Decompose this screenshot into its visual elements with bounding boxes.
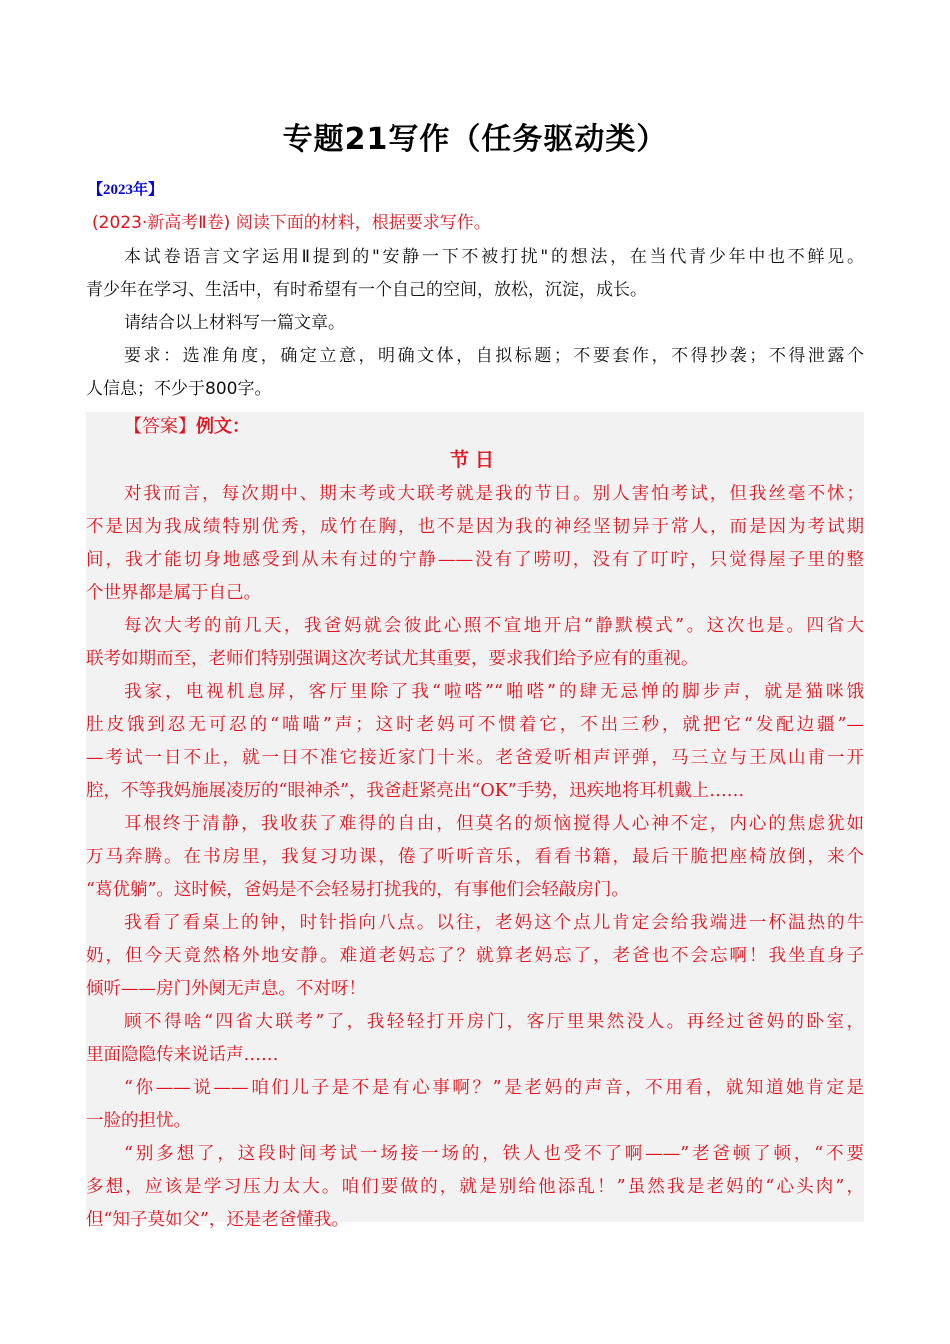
paragraph-line: 耳根终于清静，我收获了难得的自由，但莫名的烦恼搅得人心神不定，内心的焦虑犹如 (124, 814, 864, 834)
paragraph-line: 我看了看桌上的钟，时针指向八点。以往，老妈这个点儿肯定会给我端进一杯温热的牛 (124, 913, 864, 933)
essay-title: 节日 (449, 449, 500, 471)
example-label: 例文： (196, 416, 250, 437)
paragraph-line: 间，我才能切身地感受到从未有过的宁静——没有了唠叨，没有了叮咛，只觉得屋子里的整 (86, 550, 864, 570)
paragraph-line: 肚皮饿到忍无可忍的“喵喵”声；这时老妈可不惯着它，不出三秒，就把它“发配边疆”— (86, 715, 864, 735)
paragraph-line: 万马奔腾。在书房里，我复习功课，倦了听听音乐，看看书籍，最后干脆把座椅放倒，来个 (86, 847, 864, 867)
essay-body (86, 478, 864, 1237)
answer-heading (86, 412, 864, 442)
paragraph-line: 一脸的担忧。 (86, 1111, 191, 1131)
writing-prompt (86, 241, 864, 406)
paragraph-line: 每次大考的前几天，我爸妈就会彼此心照不宣地开启“静默模式”。这次也是。四省大 (124, 616, 864, 636)
paragraph-line: 但“知子莫如父”，还是老爸懂我。 (86, 1210, 349, 1230)
paragraph-line: 不是因为我成绩特别优秀，成竹在胸，也不是因为我的神经坚韧异于常人，而是因为考试期 (86, 517, 864, 537)
paragraph-line: 个世界都是属于自己。 (86, 583, 261, 603)
paragraph-line: 青少年在学习、生活中，有时希望有一个自己的空间，放松，沉淀，成长。 (86, 280, 647, 300)
paragraph-line: 多想，应该是学习压力太大。咱们要做的，就是别给他添乱！”虽然我是老妈的“心头肉”， (86, 1177, 864, 1197)
year-tag: 【2023年】 (88, 182, 164, 198)
paragraph-line: “别多想了，这段时间考试一场接一场的，铁人也受不了啊——”老爸顿了顿，“不要 (124, 1144, 864, 1164)
page-title: 专题21写作（任务驱动类） (282, 122, 668, 157)
paragraph-line: 我家，电视机息屏，客厅里除了我“啦嗒”“啪嗒”的肆无忌惮的脚步声，就是猫咪饿 (124, 682, 864, 702)
paragraph-line: “葛优躺”。这时候，爸妈是不会轻易打扰我的，有事他们会轻敲房门。 (86, 880, 629, 900)
paragraph-line: 联考如期而至，老师们特别强调这次考试尤其重要，要求我们给予应有的重视。 (86, 649, 699, 669)
answer-section (86, 412, 864, 1230)
answer-label: 【答案】 (124, 416, 196, 437)
paragraph-line: 奶，但今天竟然格外地安静。难道老妈忘了？就算老妈忘了，老爸也不会忘啊！我坐直身子 (86, 946, 864, 966)
paragraph-line: 要求：选准角度，确定立意，明确文体，自拟标题；不要套作，不得抄袭；不得泄露个 (124, 346, 864, 366)
paragraph-line: 人信息；不少于800字。 (86, 379, 272, 399)
question-source: (2023·新高考Ⅱ卷) 阅读下面的材料，根据要求写作。 (92, 213, 491, 233)
paragraph-line: 本试卷语言文字运用Ⅱ提到的"安静一下不被打扰"的想法，在当代青少年中也不鲜见。 (124, 247, 864, 267)
paragraph-line: 里面隐隐传来说话声…… (86, 1045, 279, 1065)
paragraph-line: 请结合以上材料写一篇文章。 (124, 313, 345, 333)
paragraph-line: 顾不得啥“四省大联考”了，我轻轻打开房门，客厅里果然没人。再经过爸妈的卧室， (124, 1012, 864, 1032)
paragraph-line: —考试一日不止，就一日不准它接近家门十米。老爸爱听相声评弹，马三立与王凤山甫一开 (86, 748, 864, 768)
paragraph-line: 倾听——房门外阒无声息。不对呀！ (86, 979, 366, 999)
paragraph-line: 腔，不等我妈施展凌厉的“眼神杀”，我爸赶紧亮出“OK”手势，迅疾地将耳机戴上…… (86, 781, 745, 801)
paragraph-line: 对我而言，每次期中、期末考或大联考就是我的节日。别人害怕考试，但我丝毫不怵； (124, 484, 864, 504)
paragraph-line: “你——说——咱们儿子是不是有心事啊？”是老妈的声音，不用看，就知道她肯定是 (124, 1078, 864, 1098)
